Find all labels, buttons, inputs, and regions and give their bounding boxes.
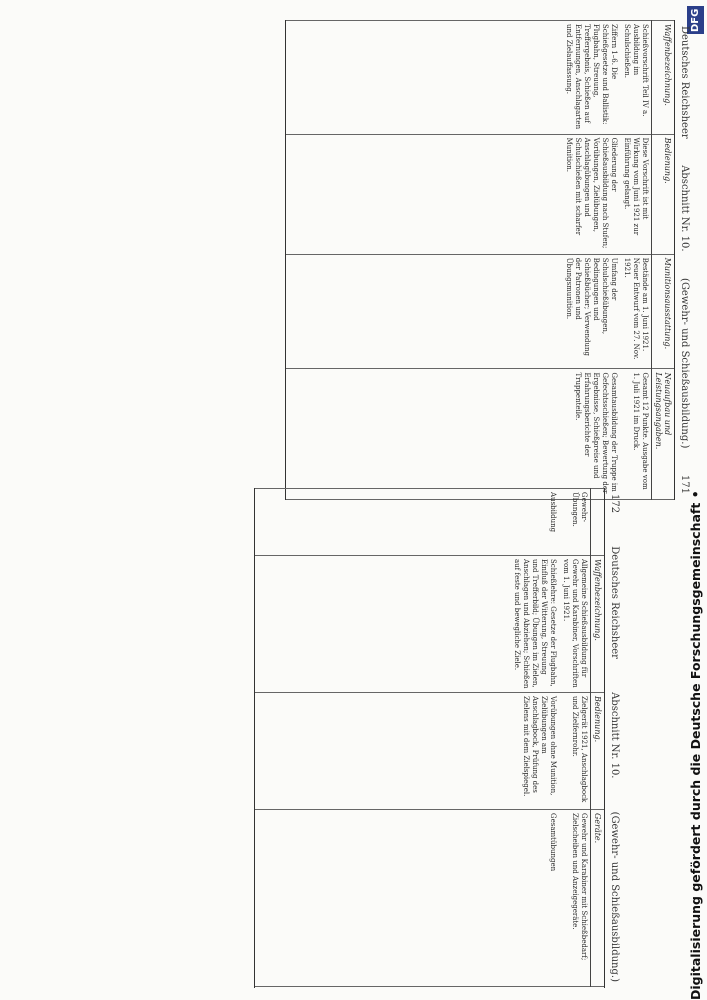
margin-label: Ausbildung [255,489,559,556]
table-cell: Gesamtübungen [255,810,559,987]
lower-table [255,488,604,987]
column-header [591,489,605,556]
table-cell: Gliederung der Schießausbildung nach Stufen; Vorübungen, Zielübungen, Anschlagübungen und Schulschießen mit scharfer Munition. [286,134,620,254]
digitization-banner: Digitalisierung gefördert durch die Deutsche Forschungsgemeinschaft • [688,490,703,1000]
table-cell: Umfang der Schulschießübungen, Bedingungen und Schießbücher; Verwendung der Patronen und Übungsmunition. [286,254,620,369]
dfg-logo: DFG [687,6,704,34]
table-cell: Diese Vorschrift ist mit Wirkung vom Juni 1921 zur Einführung gelangt. [620,134,652,254]
table-cell: Gewehr und Karabiner mit Schießbedarf; Zielscheiben und Anzeigegeräte. [559,810,591,987]
table-cell: Bestände am 1. Juni 1921. Neuer Entwurf vom 27. Nov. 1921. [620,254,652,369]
column-header: Waffenbezeichnung. [591,556,605,693]
table-cell: Schießlehre: Gesetze der Flugbahn, Einfluß der Witterung, Streuung und Trefferbild; Übungen im Zielen, Anschlagen und Abziehen; Schießen auf feste und bewegliche Ziele. [255,556,559,693]
running-header [675,20,690,500]
header-right: (Gewehr- und Schießausbildung.) [609,811,620,982]
header-mid: Abschnitt Nr. 10. [609,692,620,779]
column-header: Munitionsausstattung. [652,254,675,369]
table-cell: Vorübungen ohne Munition, Zielübungen am Anschlagbock, Prüfung des Zielens mit dem Zielspiegel. [255,693,559,810]
running-header [605,488,620,988]
table-cell: Ziffern 1–6. Die Schießgesetze und Ballistik: Flugbahn, Streuung, Treffergebnis, Schießen auf Entfernungen, Anschlagarten und Zielauffassung. [286,21,620,135]
column-header: Waffenbezeichnung. [652,21,675,135]
header-right: (Gewehr- und Schießausbildung.) [679,278,690,449]
header-left: Deutsches Reichsheer [679,26,690,139]
page-172-half [10,488,620,1000]
column-header: Bedienung. [652,134,675,254]
table-row [286,21,620,500]
header-left: Deutsches Reichsheer [609,546,620,659]
column-header: Geräte. [591,810,605,987]
table-cell: Schießvorschrift Teil IV a. Ausbildung im Schulschießen. [620,21,652,135]
column-header: Bedienung. [591,693,605,810]
table-cell: Zielgerät 1921, Anschlagbock und Zielfernrohr. [559,693,591,810]
page-number: 171 [679,474,690,494]
header-mid: Abschnitt Nr. 10. [679,165,690,252]
column-header: Neuaufbau und Leistungsangaben. [652,369,675,500]
table-row [620,21,652,500]
table-cell: Gesamt 12 Punkte. Ausgabe vom 1. Juli 1921 im Druck. [620,369,652,500]
table-row [255,489,559,987]
margin-label: Gewehr- Übungen. [559,489,591,556]
table-cell: Gesamtausbildung der Truppe im Gefechtsschießen; Bewertung der Ergebnisse, Schießpreise und Erfahrungsberichte der Truppenteile. [286,369,620,500]
page-number: 172 [609,494,620,514]
upper-table [286,20,674,500]
table-row [559,489,591,987]
table-cell: Allgemeine Schießausbildung für Gewehr und Karabiner, Vorschriften vom 1. Juni 1921. [559,556,591,693]
